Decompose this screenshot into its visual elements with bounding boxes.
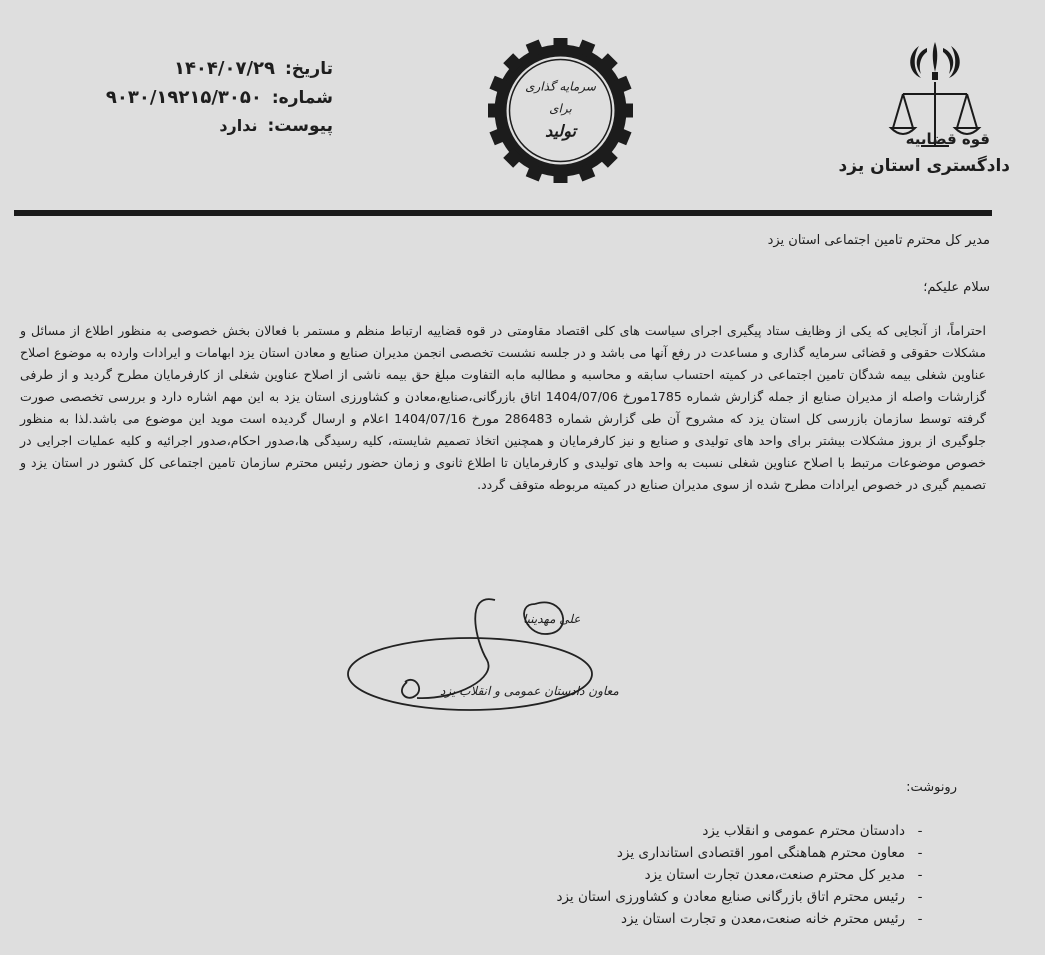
seal-text-3: تولید bbox=[545, 121, 576, 141]
number-row bbox=[3, 87, 333, 116]
list-dash: - bbox=[917, 889, 923, 905]
list-dash: - bbox=[917, 911, 923, 927]
list-dash: - bbox=[917, 823, 923, 839]
seal-text-2: برای bbox=[549, 101, 572, 116]
greeting: سلام علیکم؛ bbox=[923, 280, 990, 295]
copies-list bbox=[556, 820, 935, 930]
seal-text-1: سرمایه گذاری bbox=[525, 79, 596, 94]
attachment-row bbox=[3, 116, 333, 145]
list-item bbox=[556, 908, 935, 930]
list-dash: - bbox=[917, 867, 923, 883]
copy-recipient: مدیر کل محترم صنعت،معدن تجارت استان یزد bbox=[644, 867, 905, 883]
attachment-label: پیوست: bbox=[267, 116, 333, 136]
signer-title: معاون دادستان عمومی و انقلاب یزد bbox=[440, 684, 619, 698]
court-branch: دادگستری استان یزد bbox=[838, 156, 1010, 176]
recipient: مدیر کل محترم تامین اجتماعی استان یزد bbox=[767, 233, 990, 248]
list-item bbox=[556, 864, 935, 886]
copy-recipient: رئیس محترم اتاق بازرگانی صنایع معادن و کشاورزی استان یزد bbox=[556, 889, 905, 905]
date-label: تاریخ: bbox=[285, 59, 333, 79]
number-value: ۹۰۳۰/۱۹۲۱۵/۳۰۵۰ bbox=[105, 87, 262, 108]
copy-recipient: رئیس محترم خانه صنعت،معدن و تجارت استان یزد bbox=[620, 911, 905, 927]
list-item bbox=[556, 842, 935, 864]
copy-recipient: دادستان محترم عمومی و انقلاب یزد bbox=[702, 823, 905, 839]
letter-body: احتراماً، از آنجایی که یکی از وظایف ستاد پیگیری اجرای سیاست های کلی اقتصاد مقاومتی در قوه قضاییه ارتباط منظم و مستمر با فعالان بخش خصوصی به منظور اطلاع از مسائل و مشکلات حقوقی و قضائی سرمایه گذاری و مساعدت در رفع آنها می باشد و در جلسه نشست تخصصی انجمن مدیران صنایع و معادن استان یزد ابهامات و ایرادات وارده به موضوع اصلاح عناوین شغلی بیمه شدگان تامین اجتماعی در کمیته احتساب سابقه و محاسبه و مطالبه مابه التفاوت مبلغ حق بیمه ناشی از اصلاح عناوین شغلی از کارفرمایان مطرح گردید و از طرفی گزارشات واصله از مدیران صنایع از جمله گزارش شماره 1785مورخ 1404/07/06 اتاق بازرگانی،صنایع،معادن و کشاورزی استان یزد به این مهم اشاره دارد و بررسی تخصصی صورت گرفته توسط سازمان بازرسی کل استان یزد که مشروح آن طی گزارش شماره 286483 مورخ 1404/07/16 اعلام و ارسال گردیده است موید این موضوع می باشد.لذا به منظور جلوگیری از بروز مشکلات بیشتر برای واحد های تولیدی و صنایع و نیز کارفرمایان و همچنین اتخاذ تصمیم شایسته، کلیه رسیدگی ها،صدور احکام،صدور اجرائیه و کلیه عملیات اجرایی در خصوص موضوعات مرتبط با اصلاح عناوین شغلی نسبت به واحد های تولیدی و کارفرمایان تا اطلاع ثانوی و زمان حضور رئیس محترم سازمان تامین اجتماعی کل کشور در استان یزد و تصمیم گیری در خصوص ایرادات مطرح شده از سوی مدیران صنایع در کمیته مربوطه متوقف گردد. bbox=[20, 323, 987, 492]
copies-title: رونوشت: bbox=[906, 780, 957, 795]
list-item bbox=[556, 820, 935, 842]
copy-recipient: معاون محترم هماهنگی امور اقتصادی استانداری یزد bbox=[616, 845, 905, 861]
signature-scribble-icon bbox=[345, 590, 595, 730]
date-row bbox=[3, 58, 333, 87]
court-name: قوه قضاییه bbox=[905, 130, 990, 148]
list-item bbox=[556, 886, 935, 908]
letter-meta bbox=[3, 58, 333, 145]
signer-name: علی مهدینیا bbox=[523, 612, 581, 626]
header-divider bbox=[14, 210, 992, 216]
number-label: شماره: bbox=[271, 88, 333, 108]
attachment-value: ندارد bbox=[219, 116, 258, 135]
gear-seal-icon bbox=[488, 38, 633, 183]
date-value: ۱۴۰۴/۰۷/۲۹ bbox=[173, 58, 275, 79]
list-dash: - bbox=[917, 845, 923, 861]
